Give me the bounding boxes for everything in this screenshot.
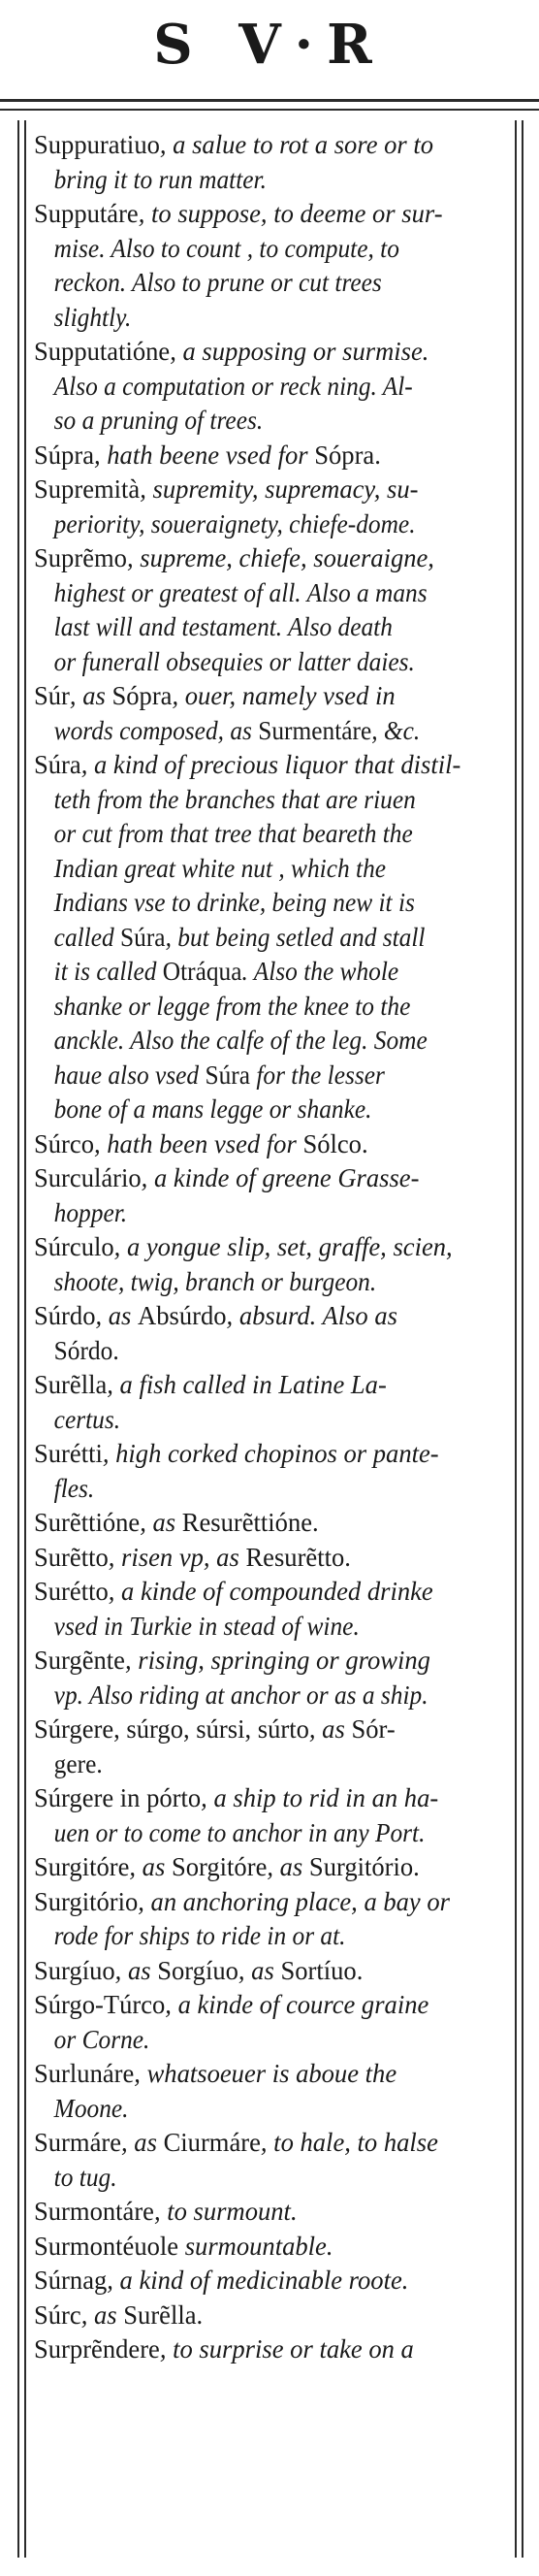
entry-continuation-line [34, 232, 490, 267]
dictionary-entry [34, 473, 519, 541]
headword: Surẽlla [34, 1370, 108, 1399]
definition-text: bring it to run matter. [53, 164, 267, 194]
definition-text: or Corne. [53, 2024, 150, 2054]
definition-text: hopper. [53, 1197, 128, 1227]
column-frame [17, 120, 523, 2558]
page-header [0, 0, 539, 99]
headword: Súrgere in pórto [34, 1783, 202, 1812]
entry-first-line [34, 1850, 511, 1885]
entry-continuation-line [34, 1265, 490, 1300]
headword: Suppuratiuo [34, 130, 160, 159]
entry-first-line [34, 1541, 511, 1576]
headword: Sórdo. [53, 1335, 119, 1365]
definition-text: , a kinde of compounded drinke [108, 1577, 433, 1606]
entry-first-line [34, 2195, 511, 2230]
headword: Otráqua [162, 957, 242, 986]
entry-first-line [34, 1506, 511, 1541]
definition-text: haue also vsed [53, 1060, 206, 1090]
dictionary-entry [34, 2230, 519, 2265]
entry-continuation-line [34, 576, 490, 611]
definition-text: to tug. [53, 2162, 117, 2192]
definition-text: , as [140, 1508, 182, 1537]
definition-text: or funerall obsequies or latter daies. [53, 646, 415, 676]
entry-continuation-line [34, 163, 490, 198]
dictionary-entry [34, 1541, 519, 1576]
left-border-inner [24, 120, 26, 2558]
definition-text: fles. [53, 1473, 95, 1503]
entry-first-line [34, 1781, 511, 1816]
dictionary-entry [34, 1954, 519, 1989]
definition-text: . Also the whole [241, 957, 399, 986]
headword: Surgitório [34, 1886, 139, 1916]
headword: Surculário [34, 1163, 142, 1192]
definition-text: or cut from that tree that beareth the [53, 819, 413, 848]
entry-first-line [34, 1368, 511, 1403]
dictionary-entry [34, 1885, 519, 1954]
entry-continuation-line [34, 921, 490, 956]
dictionary-entry [34, 1506, 519, 1541]
headword: Súrc [34, 2299, 81, 2330]
dictionary-entry [34, 679, 519, 748]
definition-text: , supreme, chiefe, soueraigne, [126, 543, 434, 572]
headword: Surlunáre [34, 2059, 135, 2088]
definition-text: , risen vp, as [108, 1542, 246, 1572]
definition-text: , a supposing or surmise. [170, 337, 429, 366]
entry-first-line [34, 2230, 511, 2265]
headword: Ciurmáre [163, 2128, 261, 2157]
definition-text: , &c. [371, 715, 421, 745]
dictionary-entry [34, 1781, 519, 1850]
entry-continuation-line [34, 1610, 490, 1645]
dictionary-entry [34, 2057, 519, 2126]
entry-continuation-line [34, 990, 490, 1025]
headword: Súra [205, 1060, 250, 1090]
entry-continuation-line [34, 404, 490, 439]
headword: Súrdo [34, 1301, 96, 1330]
dictionary-entry [34, 541, 519, 679]
definition-text: , ouer, namely vsed in [172, 681, 396, 710]
headword: Sópra. [314, 440, 381, 470]
entry-continuation-line [34, 266, 490, 301]
definition-text: , to suppose, to deeme or sur- [138, 199, 443, 228]
entry-continuation-line [34, 301, 490, 336]
entry-first-line [34, 1712, 511, 1747]
header-rule-bottom [0, 109, 539, 111]
entry-continuation-line [34, 1919, 490, 1954]
entry-continuation-line [34, 1092, 490, 1127]
definition-text: , to hale, to halse [260, 2128, 438, 2157]
entry-continuation-line [34, 783, 490, 818]
entry-first-line [34, 1437, 511, 1472]
entry-continuation-line [34, 852, 490, 887]
entry-continuation-line [34, 645, 490, 680]
dictionary-entry [34, 1230, 519, 1299]
entry-continuation-line [34, 610, 490, 645]
headword: Surprẽndere [34, 2334, 160, 2364]
headword: Surétto [34, 1577, 109, 1606]
definition-text: Also a computation or reck ning. Al- [53, 371, 413, 401]
definition-text: , an anchoring place, a bay or [138, 1886, 450, 1916]
headword: Sólco. [302, 1128, 368, 1158]
definition-text: reckon. Also to prune or cut trees [53, 268, 382, 297]
definition-text: , as [267, 1852, 309, 1881]
headword: Absúrdo [138, 1301, 227, 1330]
entry-first-line [34, 1954, 511, 1989]
entry-continuation-line [34, 1679, 490, 1713]
definition-text: mise. Also to count , to compute, to [53, 233, 399, 263]
headword: Surmentáre [258, 715, 372, 745]
entry-continuation-line [34, 1024, 490, 1059]
definition-text: vp. Also riding at anchor or as a ship. [53, 1679, 428, 1710]
headword: Surẽlla. [123, 2299, 204, 2330]
entry-continuation-line [34, 2092, 490, 2127]
definition-text: vsed in Turkie in stead of wine. [53, 1611, 360, 1641]
definition-text: words composed, as [53, 715, 259, 745]
definition-text: , as [129, 1852, 172, 1881]
definition-text: , as [121, 2128, 164, 2157]
dictionary-entry [34, 1437, 519, 1506]
definition-text: , as [69, 681, 112, 710]
definition-text: teth from the branches that are riuen [53, 784, 416, 814]
headword: Súra [34, 750, 81, 779]
definition-text: , high corked chopinos or pante- [102, 1439, 439, 1468]
definition-text: shoote, twig, branch or burgeon. [53, 1266, 377, 1296]
headword: Súpra [34, 440, 94, 470]
entry-first-line [34, 1127, 511, 1162]
running-head: S V·R [153, 13, 386, 77]
definition-text: , as [238, 1955, 281, 1985]
headword: Supputatióne [34, 337, 171, 366]
definition-text: , but being setled and stall [165, 922, 426, 952]
headword: Surmontéuole [34, 2231, 179, 2261]
entry-first-line [34, 1299, 511, 1334]
dictionary-entry [34, 335, 519, 439]
entry-continuation-line [34, 2023, 490, 2058]
entry-continuation-line [34, 370, 490, 405]
entry-first-line [34, 2264, 511, 2299]
headword: Supremità [34, 474, 141, 504]
entry-first-line [34, 197, 511, 232]
definition-text: shanke or legge from the knee to the [53, 991, 411, 1021]
dictionary-entry [34, 2126, 519, 2195]
definition-text: anckle. Also the calfe of the leg. Some [53, 1026, 428, 1055]
definition-text: slightly. [53, 302, 132, 332]
headword: Suprẽmo [34, 543, 127, 572]
definition-text: , a fish called in Latine La- [107, 1370, 387, 1399]
entry-continuation-line [34, 1472, 490, 1507]
entry-continuation-line [34, 1403, 490, 1438]
headword: Súrculo [34, 1232, 114, 1261]
entry-continuation-line [34, 955, 490, 990]
entry-continuation-line [34, 886, 490, 921]
entry-first-line [34, 1575, 511, 1610]
definition-text: , as [114, 1955, 158, 1985]
definition-text: , supremity, supremacy, su- [140, 474, 419, 504]
definition-text: Indians vse to drinke, being new it is [53, 888, 415, 917]
dictionary-entry [34, 197, 519, 335]
entry-first-line [34, 1230, 511, 1265]
definition-text: Indian great white nut , which the [53, 853, 387, 883]
definition-text: surmountable. [178, 2231, 333, 2261]
dictionary-entry [34, 1127, 519, 1162]
headword: Surétti [34, 1439, 103, 1468]
definition-text: bone of a mans legge or shanke. [53, 1094, 372, 1124]
entry-first-line [34, 473, 511, 507]
dictionary-entry [34, 1850, 519, 1885]
entry-first-line [34, 128, 511, 163]
entry-first-line [34, 679, 511, 714]
headword: Sorgíuo [157, 1955, 238, 1985]
dictionary-entry [34, 2264, 519, 2299]
dictionary-entry [34, 128, 519, 197]
definition-text: called [53, 922, 121, 952]
definition-text: it is called [53, 957, 163, 986]
entry-first-line [34, 439, 511, 473]
dictionary-entry [34, 1161, 519, 1230]
right-border-outer [522, 120, 523, 2558]
dictionary-entry [34, 1644, 519, 1712]
dictionary-entry [34, 1368, 519, 1437]
headword: Súrgere, súrgo, súrsi, súrto [34, 1714, 309, 1744]
entry-first-line [34, 2299, 511, 2333]
definition-text: periority, soueraignety, chiefe-dome. [53, 508, 416, 538]
definition-text: , a kinde of cource graine [165, 1990, 429, 2019]
entry-continuation-line [34, 714, 490, 749]
headword: Surgitório. [308, 1852, 420, 1881]
headword: Súra [120, 922, 166, 952]
entry-continuation-line [34, 1196, 490, 1231]
definition-text: certus. [53, 1404, 121, 1434]
headword: Surmáre [34, 2128, 122, 2157]
definition-text: , a kind of precious liquor that distil- [80, 750, 461, 779]
definition-text: , a kinde of greene Grasse- [141, 1163, 420, 1192]
dictionary-entry [34, 1575, 519, 1644]
headword: gere. [53, 1748, 103, 1778]
headword: Resurẽttióne. [181, 1508, 319, 1537]
dictionary-entry [34, 1988, 519, 2057]
definition-text: , hath been vsed for [93, 1128, 303, 1158]
headword: Surgitóre [34, 1852, 130, 1881]
definition-text: , rising, springing or growing [124, 1646, 430, 1675]
definition-text: highest or greatest of all. Also a mans [53, 577, 428, 607]
definition-text: Moone. [53, 2093, 129, 2123]
definition-text: , as [308, 1714, 352, 1744]
entry-continuation-line [34, 1747, 490, 1782]
entry-first-line [34, 2332, 511, 2367]
entry-first-line [34, 1161, 511, 1196]
definition-text: , a yongue slip, set, graffe, scien, [113, 1232, 453, 1261]
definition-text: , whatsoeuer is aboue the [134, 2059, 397, 2088]
entry-first-line [34, 1988, 511, 2023]
definition-text: rode for ships to ride in or at. [53, 1921, 346, 1950]
headword: Supputáre [34, 199, 139, 228]
dictionary-entry [34, 748, 519, 1127]
entry-continuation-line [34, 2161, 490, 2196]
entry-first-line [34, 2126, 511, 2161]
definition-text: , a salue to rot a sore or to [159, 130, 434, 159]
entry-continuation-line [34, 1334, 490, 1369]
headword: Súrnag [34, 2266, 108, 2295]
entry-first-line [34, 541, 511, 576]
headword: Surgíuo [34, 1955, 115, 1985]
entry-first-line [34, 2057, 511, 2092]
definition-text: last will and testament. Also death [53, 612, 393, 641]
headword: Sortíuo. [280, 1955, 364, 1985]
entry-continuation-line [34, 507, 490, 542]
definition-text: , as [80, 2299, 124, 2330]
headword: Sópra [111, 681, 173, 710]
entry-continuation-line [34, 1816, 490, 1851]
entry-first-line [34, 1644, 511, 1679]
definition-text: , to surmount. [153, 2197, 298, 2226]
definition-text: uen or to come to anchor in any Port. [53, 1817, 426, 1847]
headword: Súrco [34, 1128, 94, 1158]
headword: Surẽttióne [34, 1508, 141, 1537]
definition-text: , absurd. Also as [226, 1301, 397, 1330]
definition-text: so a pruning of trees. [53, 406, 264, 435]
dictionary-entry [34, 2195, 519, 2230]
dictionary-entry [34, 439, 519, 473]
dictionary-entry [34, 2332, 519, 2367]
definition-text: , hath beene vsed for [93, 440, 315, 470]
definition-text: , to surprise or take on a [159, 2334, 414, 2364]
dictionary-entry [34, 2299, 519, 2333]
dictionary-entry [34, 1299, 519, 1368]
dictionary-entry [34, 1712, 519, 1781]
headword: Surmontáre [34, 2197, 154, 2226]
headword: Sór- [351, 1714, 396, 1744]
definition-text: , a kind of medicinable roote. [107, 2266, 409, 2295]
headword: Súrgo-Túrco [34, 1990, 166, 2019]
entry-first-line [34, 335, 511, 370]
definition-text: , as [95, 1301, 139, 1330]
definition-text: , a ship to rid in an ha- [201, 1783, 439, 1812]
header-rule-top [0, 99, 539, 102]
headword: Resurẽtto. [245, 1542, 351, 1572]
entry-first-line [34, 1885, 511, 1920]
entry-first-line [34, 748, 511, 783]
headword: Surẽtto [34, 1542, 109, 1572]
entry-continuation-line [34, 1059, 490, 1093]
entry-continuation-line [34, 817, 490, 852]
definition-text: for the lesser [249, 1060, 385, 1090]
headword: Súr [34, 681, 70, 710]
headword: Surgẽnte [34, 1646, 125, 1675]
left-border-outer [17, 120, 19, 2558]
headword: Sorgitóre [171, 1852, 268, 1881]
